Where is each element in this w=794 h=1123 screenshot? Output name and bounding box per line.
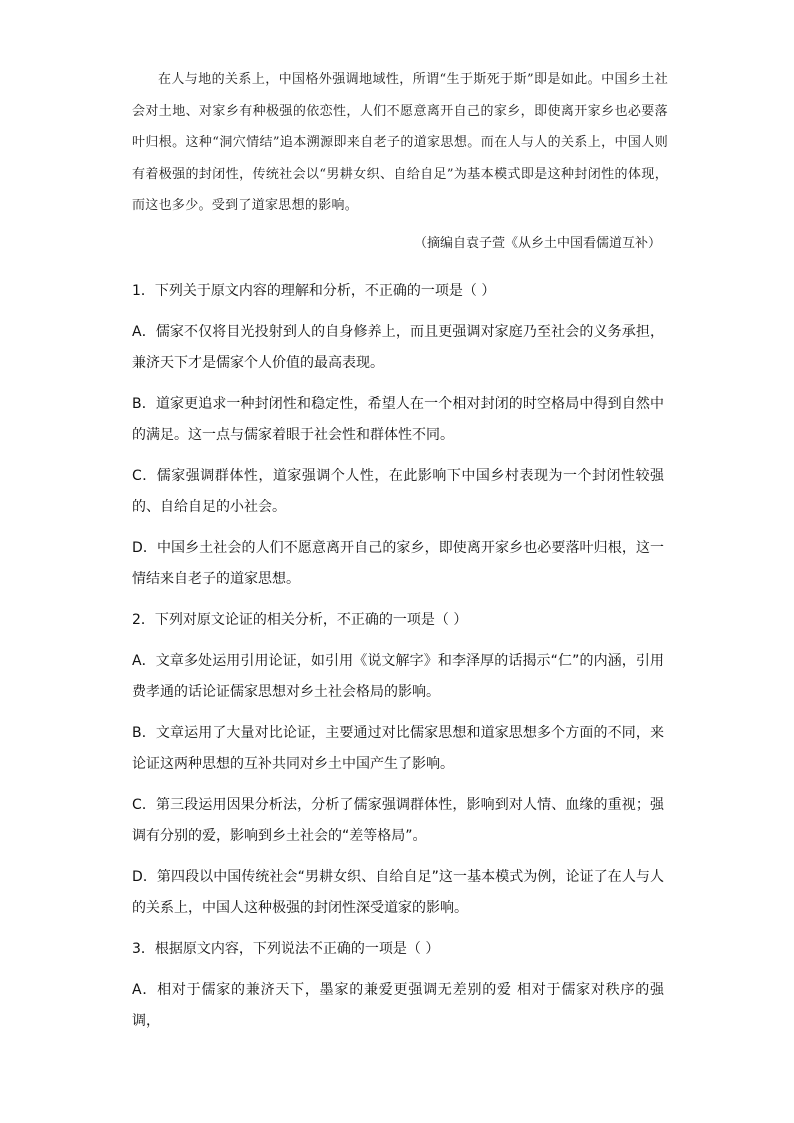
option-a: A．文章多处运用引用论证，如引用《说文解字》和李泽厚的话揭示“仁”的内涵，引用费孝通的话论证儒家思想对乡土社会格局的影响。 [132,653,664,700]
option-d: D．中国乡土社会的人们不愿意离开自己的家乡，即使离开家乡也必要落叶归根，这一情结来自老子的道家思想。 [132,540,664,587]
question-3 [132,934,664,1037]
question-1 [132,276,664,595]
option-b: B．道家更追求一种封闭性和稳定性，希望人在一个相对封闭的时空格局中得到自然中的满足。这一点与儒家着眼于社会性和群体性不同。 [132,396,664,443]
option-c: C．儒家强调群体性，道家强调个人性，在此影响下中国乡村表现为一个封闭性较强的、自给自足的小社会。 [132,468,664,515]
option-a: A．儒家不仅将目光投射到人的自身修养上，而且更强调对家庭乃至社会的义务承担，兼济天下才是儒家个人价值的最高表现。 [132,324,664,371]
option-d: D．第四段以中国传统社会“男耕女织、自给自足”这一基本模式为例，论证了在人与人的关系上，中国人这种极强的封闭性深受道家的影响。 [132,869,664,916]
passage-excerpt [132,64,668,222]
question-stem: 3．根据原文内容，下列说法不正确的一项是（ ） [132,941,440,957]
question-stem: 2．下列对原文论证的相关分析，不正确的一项是（ ） [132,612,468,628]
option-b: B．文章运用了大量对比论证，主要通过对比儒家思想和道家思想多个方面的不同，来论证这两种思想的互补共同对乡土中国产生了影响。 [132,725,664,772]
question-stem: 1．下列关于原文内容的理解和分析，不正确的一项是（ ） [132,283,496,299]
question-list [132,276,664,1047]
source-citation: （摘编自袁子萱《从乡土中国看儒道互补） [413,236,661,251]
option-a: A．相对于儒家的兼济天下，墨家的兼爱更强调无差别的爱 相对于儒家对秩序的强调， [132,982,664,1029]
passage-paragraph: 在人与地的关系上，中国格外强调地域性，所谓“生于斯死于斯”即是如此。中国乡土社会对土地、对家乡有种极强的依恋性，人们不愿意离开自己的家乡，即使离开家乡也必要落叶归根。这种“洞穴情结”追本溯源即来自老子的道家思想。而在人与人的关系上，中国人则有着极强的封闭性，传统社会以“男耕女织、自给自足”为基本模式即是这种封闭性的体现，而这也多少。受到了道家思想的影响。 [132,72,668,213]
question-2 [132,605,664,924]
option-c: C．第三段运用因果分析法，分析了儒家强调群体性，影响到对人情、血缘的重视；强调有分别的爱，影响到乡土社会的“差等格局”。 [132,797,664,844]
